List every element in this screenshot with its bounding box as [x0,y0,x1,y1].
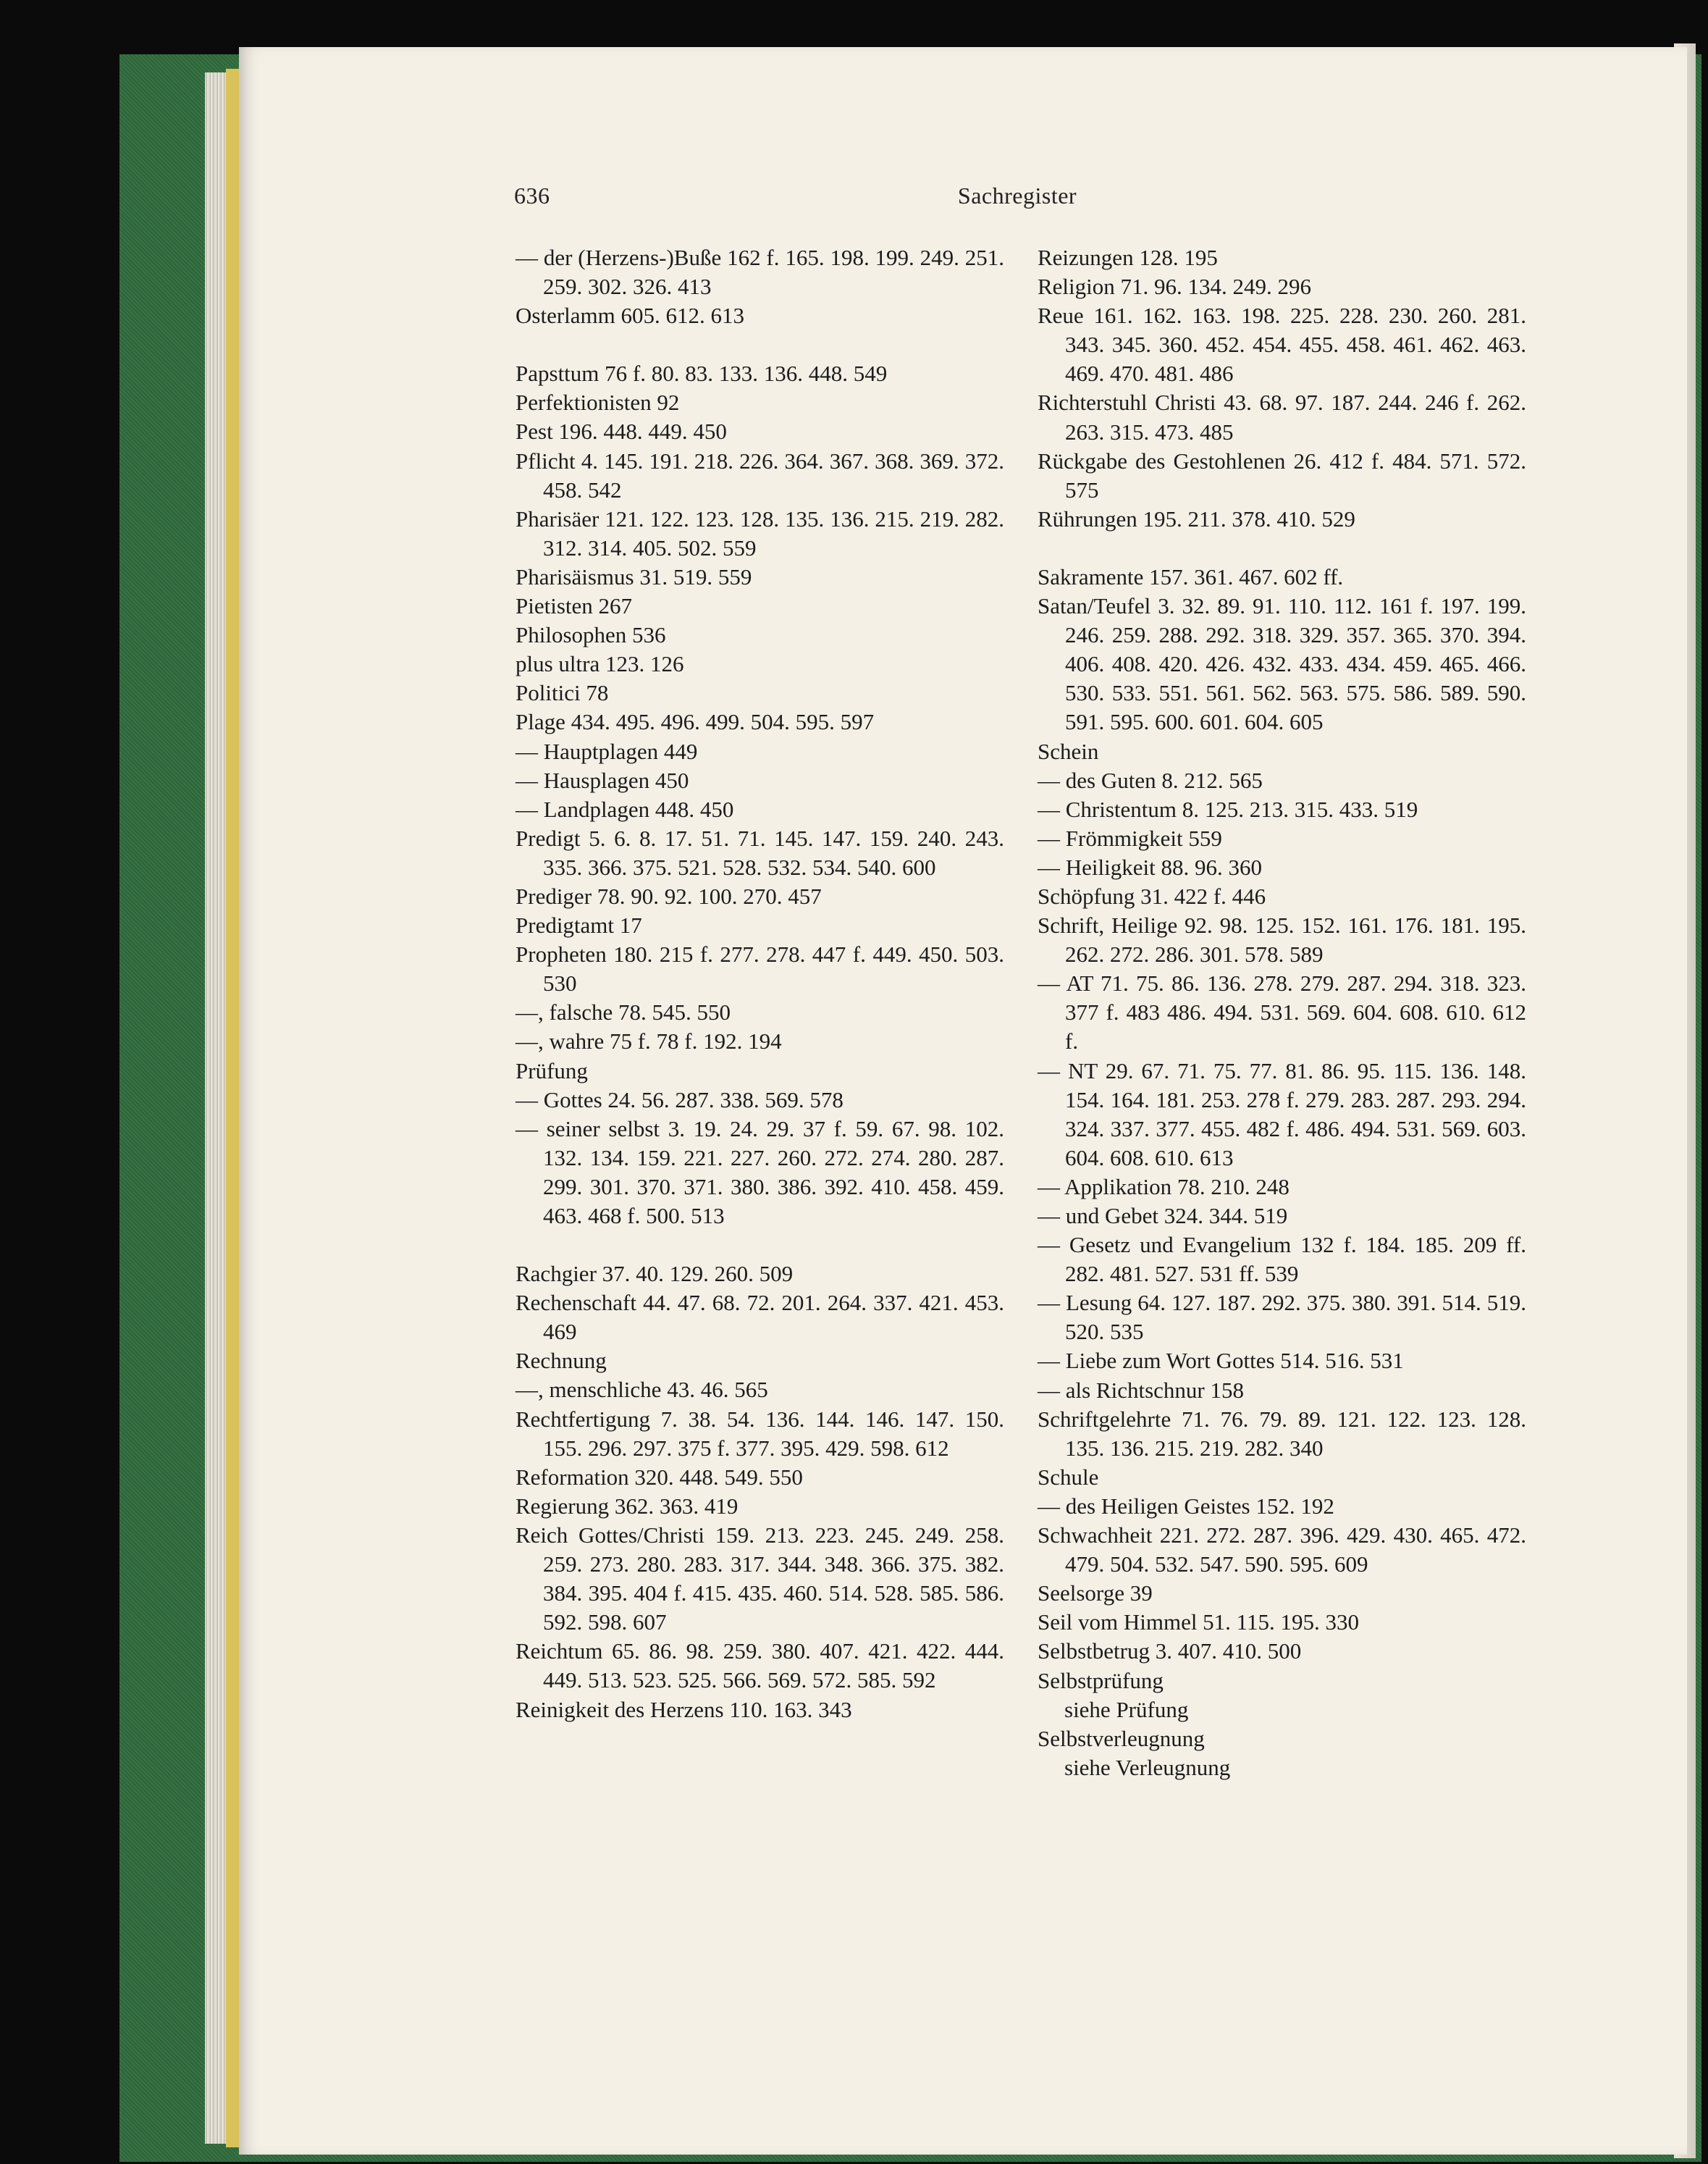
index-entry: Plage 434. 495. 496. 499. 504. 595. 597 [516,709,875,735]
index-entry: Propheten 180. 215 f. 277. 278. 447 f. 449. 450. 503. 530 [516,941,1004,997]
index-entry: —, falsche 78. 545. 550 [516,999,731,1026]
index-entry: Philosophen 536 [516,622,666,648]
index-entry: Schein [1038,738,1099,764]
index-entry: — Frömmigkeit 559 [1038,825,1222,851]
index-entry: Rechnung [516,1348,607,1374]
index-entry: Predigtamt 17 [516,913,642,939]
index-entry: — Landplagen 448. 450 [516,796,734,822]
index-entry: siehe Verleugnung [1064,1754,1231,1780]
index-entry: Religion 71. 96. 134. 249. 296 [1038,274,1312,300]
index-entry: Osterlamm 605. 612. 613 [516,303,744,329]
index-column-left [516,243,1004,1724]
index-entry: plus ultra 123. 126 [516,651,684,677]
index-entry: Seelsorge 39 [1038,1580,1153,1606]
index-entry: — der (Herzens-)Buße 162 f. 165. 198. 199. 249. 251. 259. 302. 326. 413 [516,245,1004,300]
index-entry: Rückgabe des Gestohlenen 26. 412 f. 484. 571. 572. 575 [1038,448,1526,503]
index-entry: —, wahre 75 f. 78 f. 192. 194 [516,1028,782,1054]
index-entry: — Liebe zum Wort Gottes 514. 516. 531 [1038,1348,1404,1374]
index-entry: siehe Prüfung [1064,1696,1189,1722]
index-entry: — Lesung 64. 127. 187. 292. 375. 380. 391. 514. 519. 520. 535 [1038,1290,1526,1345]
index-entry: Perfektionisten 92 [516,390,680,416]
index-entry: Reformation 320. 448. 549. 550 [516,1464,803,1490]
index-entry: Reich Gottes/Christi 159. 213. 223. 245. 249. 258. 259. 273. 280. 283. 317. 344. 348. 366. 375. 382. 384. 395. 404 f. 415. 435. 460. 514. 528. 585. 586. 592. 598. 607 [516,1522,1004,1635]
index-entry: Pflicht 4. 145. 191. 218. 226. 364. 367. 368. 369. 372. 458. 542 [516,448,1004,503]
index-entry: Rechtfertigung 7. 38. 54. 136. 144. 146. 147. 150. 155. 296. 297. 375 f. 377. 395. 429. 598. 612 [516,1406,1004,1461]
index-entry: Pietisten 267 [516,593,633,619]
index-entry: — Heiligkeit 88. 96. 360 [1038,854,1262,880]
index-entry: Reizungen 128. 195 [1038,245,1218,270]
index-entry: Schöpfung 31. 422 f. 446 [1038,883,1266,909]
index-entry: — als Richtschnur 158 [1038,1377,1244,1403]
index-entry: Rachgier 37. 40. 129. 260. 509 [516,1261,794,1287]
index-entry: Satan/Teufel 3. 32. 89. 91. 110. 112. 161 f. 197. 199. 246. 259. 288. 292. 318. 329. 357. 365. 370. 394. 406. 408. 420. 426. 432. 433. 434. 459. 465. 466. 530. 533. 551. 561. 562. 563. 575. 586. 589. 590. 591. 595. 600. 601. 604. 605 [1038,593,1526,735]
index-entry: Schriftgelehrte 71. 76. 79. 89. 121. 122. 123. 128. 135. 136. 215. 219. 282. 340 [1038,1406,1526,1461]
running-head [514,183,1520,219]
index-entry: Prediger 78. 90. 92. 100. 270. 457 [516,883,822,909]
index-entry: Seil vom Himmel 51. 115. 195. 330 [1038,1609,1360,1635]
index-entry: Selbstprüfung [1038,1667,1164,1693]
index-entry: Schrift, Heilige 92. 98. 125. 152. 161. 176. 181. 195. 262. 272. 286. 301. 578. 589 [1038,913,1526,968]
index-entry: Schule [1038,1464,1099,1490]
index-entry: — Hausplagen 450 [516,767,689,793]
index-entry: Pharisäer 121. 122. 123. 128. 135. 136. 215. 219. 282. 312. 314. 405. 502. 559 [516,506,1004,561]
index-entry: Reue 161. 162. 163. 198. 225. 228. 230. 260. 281. 343. 345. 360. 452. 454. 455. 458. 461. 462. 463. 469. 470. 481. 486 [1038,303,1526,387]
index-entry: Reinigkeit des Herzens 110. 163. 343 [516,1696,852,1722]
index-entry: — Christentum 8. 125. 213. 315. 433. 519 [1038,796,1418,822]
page-number: 636 [514,183,550,209]
index-entry: Selbstverleugnung [1038,1725,1205,1751]
index-entry: — Gottes 24. 56. 287. 338. 569. 578 [516,1086,844,1112]
index-entry: — des Guten 8. 212. 565 [1038,767,1263,793]
index-entry: — und Gebet 324. 344. 519 [1038,1203,1288,1228]
running-title: Sachregister [957,183,1077,209]
index-entry: Sakramente 157. 361. 467. 602 ff. [1038,563,1344,590]
index-entry: —, menschliche 43. 46. 565 [516,1377,768,1403]
index-entry: Rechenschaft 44. 47. 68. 72. 201. 264. 337. 421. 453. 469 [516,1290,1004,1345]
index-column-right [1038,243,1526,1782]
index-entry: — seiner selbst 3. 19. 24. 29. 37 f. 59. 67. 98. 102. 132. 134. 159. 221. 227. 260. 272. 274. 280. 287. 299. 301. 370. 371. 380. 386. 392. 410. 458. 459. 463. 468 f. 500. 513 [516,1115,1004,1228]
index-entry: — NT 29. 67. 71. 75. 77. 81. 86. 95. 115. 136. 148. 154. 164. 181. 253. 278 f. 279. 283. 287. 293. 294. 324. 337. 377. 455. 482 f. 486. 494. 531. 569. 603. 604. 608. 610. 613 [1038,1057,1526,1170]
index-entry: — des Heiligen Geistes 152. 192 [1038,1493,1334,1519]
index-entry: Selbstbetrug 3. 407. 410. 500 [1038,1638,1302,1664]
index-entry: Predigt 5. 6. 8. 17. 51. 71. 145. 147. 159. 240. 243. 335. 366. 375. 521. 528. 532. 534. 540. 600 [516,825,1004,880]
index-entry: Pharisäismus 31. 519. 559 [516,563,752,590]
index-entry: Pest 196. 448. 449. 450 [516,419,727,445]
index-entry: Prüfung [516,1057,588,1083]
index-entry: Rührungen 195. 211. 378. 410. 529 [1038,506,1355,532]
index-entry: Reichtum 65. 86. 98. 259. 380. 407. 421. 422. 444. 449. 513. 523. 525. 566. 569. 572. 585. 592 [516,1638,1004,1693]
index-entry: — Hauptplagen 449 [516,738,698,764]
index-entry: — Applikation 78. 210. 248 [1038,1173,1290,1199]
index-entry: Schwachheit 221. 272. 287. 396. 429. 430. 465. 472. 479. 504. 532. 547. 590. 595. 609 [1038,1522,1526,1577]
index-entry: Politici 78 [516,680,609,706]
index-entry: — Gesetz und Evangelium 132 f. 184. 185. 209 ff. 282. 481. 527. 531 ff. 539 [1038,1232,1526,1287]
index-entry: Papsttum 76 f. 80. 83. 133. 136. 448. 549 [516,361,888,387]
index-entry: Richterstuhl Christi 43. 68. 97. 187. 244. 246 f. 262. 263. 315. 473. 485 [1038,390,1526,445]
index-entry: — AT 71. 75. 86. 136. 278. 279. 287. 294. 318. 323. 377 f. 483 486. 494. 531. 569. 604. 608. 610. 612 f. [1038,970,1526,1054]
index-entry: Regierung 362. 363. 419 [516,1493,739,1519]
